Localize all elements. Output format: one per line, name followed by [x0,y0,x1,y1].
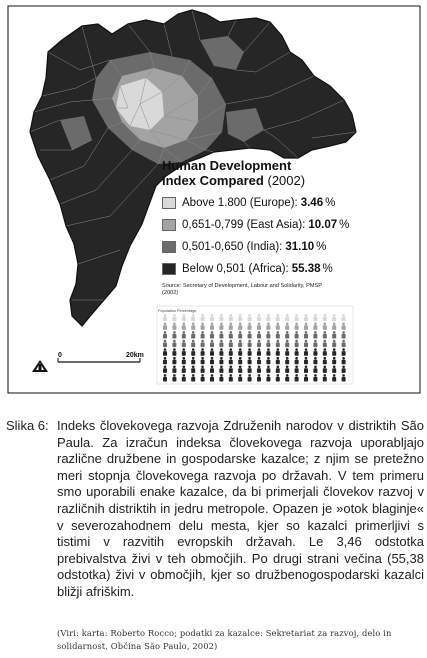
legend-range-india: 0,501-0,650 (India): [182,241,283,253]
legend-title: Human Development [162,158,292,173]
legend-item-europe [162,196,335,210]
legend-source: Source: Secretary of Development, Labour and Solidarity, PMSP (2002) [162,283,322,296]
legend-unit-east-asia: % [339,219,350,231]
legend-item-east-asia [162,218,349,232]
legend-item-india [162,240,326,254]
legend-value-africa: 55.38 [291,263,321,275]
legend-value-europe: 3.46 [300,197,324,209]
scale-label-end: 20km [126,352,144,359]
caption-text: Indeks človekovega razvoja Združenih narodov v distriktih São Paula. Za izračun indeksa človekovega razvoja uporabljajo različne družbene in gospodarske kazalce; z njim se pretežno meri stopnja človekovega razvoja po državah. V tem primeru smo uporabili enake kazalce, da bi primerjali človekov razvoj v različnih distriktih in jedru metropole. Opazen je »otok blaginje« v severozahodnem delu mesta, kjer so kazalci primerljivi s tistimi v razvitih evropskih državah. Le 3,46 odstotka prebivalstva živi v teh območjih. Po drugi strani večina (55,38 odstotka) živi v območjih, kjer so družbenogospodarski kazalci bližji afriškim. [57,418,424,599]
legend-item-africa [162,262,333,276]
legend-unit-europe: % [325,197,336,209]
legend-range-africa: Below 0,501 (Africa): [182,263,289,275]
legend-swatch-east-asia [162,219,176,231]
legend-unit-africa: % [322,263,333,275]
pictogram-title: Population Percentage [158,309,197,313]
scale-label-start: 0 [58,352,62,359]
legend-swatch-india [162,241,176,253]
legend-value-east-asia: 10.07 [308,219,338,231]
caption-source: (Viri: karta: Roberto Rocco; podatki za kazalce: Sekretariat za razvoj, delo in solidarnost, Občina São Paulo, 2002) [57,628,392,651]
legend-range-europe: Above 1.800 (Europe): [182,197,298,209]
caption-label: Slika 6: [6,418,49,433]
legend-swatch-africa [162,263,176,275]
legend-year: (2002) [267,173,306,188]
legend-swatch-europe [162,197,176,209]
legend-unit-india: % [316,241,327,253]
legend-range-east-asia: 0,651-0,799 (East Asia): [182,219,306,231]
legend-value-india: 31.10 [285,241,315,253]
legend-subtitle [162,173,362,188]
legend-subtitle-text: Index Compared [162,173,264,188]
